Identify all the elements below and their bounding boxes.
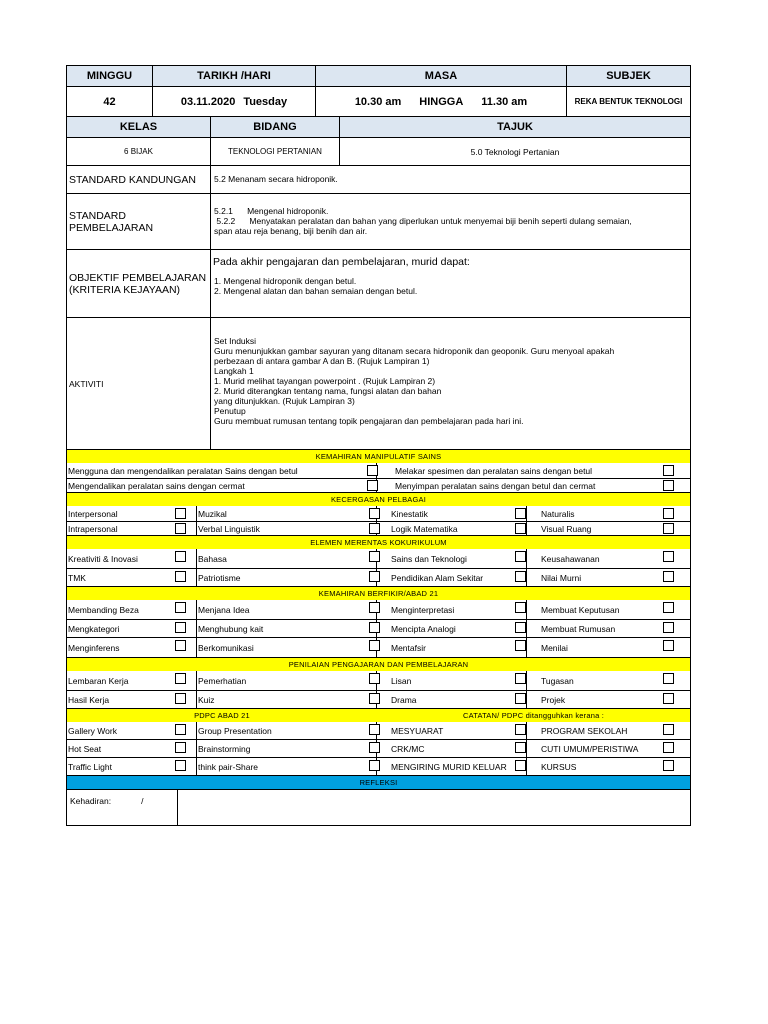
checkbox[interactable] (515, 760, 526, 771)
pdpc-title-right: CATATAN/ PDPC ditangguhkan kerana : (377, 709, 690, 722)
aktiviti-line: yang ditunjukkan. (Rujuk Lampiran 3) (214, 396, 355, 406)
sains-band (66, 450, 691, 463)
penilaian-label: Lembaran Kerja (68, 675, 129, 686)
pdpc-cell (197, 722, 377, 739)
checkbox[interactable] (515, 602, 526, 613)
berfikir-cell (67, 638, 197, 657)
merentas-cell (197, 569, 377, 586)
sp-line-2: 5.2.2 Menyatakan peralatan dan bahan yang diperlukan untuk menyemai biji benih seperti dulang semaian, (214, 216, 632, 226)
penilaian-row-1 (66, 671, 691, 691)
pdpc-cell (527, 722, 690, 739)
pelbagai-label: Visual Ruang (541, 523, 592, 534)
merentas-label: Nilai Murni (541, 572, 582, 583)
berfikir-cell (197, 638, 377, 657)
berfikir-title: KEMAHIRAN BERFIKIR/ABAD 21 (67, 587, 690, 600)
tajuk-value: 5.0 Teknologi Pertanian (470, 146, 560, 157)
berfikir-label: Menjana Idea (198, 604, 250, 615)
penilaian-cell (527, 691, 690, 708)
penilaian-cell (527, 671, 690, 690)
checkbox[interactable] (175, 622, 186, 633)
objektif-item-1: 1. Mengenal hidroponik dengan betul. (214, 276, 357, 286)
kehadiran-cell (67, 790, 178, 825)
sains-item-1b (377, 463, 690, 478)
pelbagai-cell (67, 506, 197, 521)
pdpc-cell (67, 740, 197, 757)
penilaian-cell (377, 691, 527, 708)
berfikir-label: Mencipta Analogi (391, 623, 456, 634)
penilaian-cell (377, 671, 527, 690)
checkbox[interactable] (175, 551, 186, 562)
merentas-cell (377, 569, 527, 586)
checkbox[interactable] (663, 640, 674, 651)
tarikh-value: 03.11.2020 (180, 95, 236, 108)
berfikir-cell (377, 638, 527, 657)
berfikir-row-3 (66, 638, 691, 658)
pelbagai-label: Interpersonal (68, 508, 118, 519)
header-label-row (66, 65, 691, 87)
sp-line-3: span atau reja benang, biji benih dan air. (214, 226, 368, 236)
checkbox[interactable] (175, 760, 186, 771)
pdpc-cell (67, 758, 197, 775)
sains-item-2b (377, 479, 690, 492)
checkbox[interactable] (515, 640, 526, 651)
kelas-value-row (66, 138, 691, 166)
checkbox[interactable] (515, 523, 526, 534)
sains-label-2a: Mengendalikan peralatan sains dengan cermat (68, 480, 245, 491)
pdpc-cell (377, 758, 527, 775)
kelas-label: KELAS (67, 117, 211, 137)
pelbagai-row-1 (66, 506, 691, 522)
checkbox[interactable] (515, 571, 526, 582)
bidang-value: TEKNOLOGI PERTANIAN (211, 138, 340, 165)
minggu-value: 42 (67, 87, 153, 116)
penilaian-band (66, 658, 691, 671)
merentas-title: ELEMEN MERENTAS KOKURIKULUM (67, 536, 690, 549)
berfikir-row-2 (66, 620, 691, 638)
standard-pembelajaran-label: STANDARD PEMBELAJARAN (67, 194, 211, 249)
checkbox[interactable] (663, 622, 674, 633)
sains-row-2 (66, 479, 691, 493)
kehadiran-label: Kehadiran: (70, 796, 112, 806)
pdpc-label: Group Presentation (198, 725, 272, 736)
berfikir-cell (197, 600, 377, 619)
berfikir-label: Membanding Beza (68, 604, 139, 615)
pdpc-label: MENGIRING MURID KELUAR (391, 761, 507, 772)
pdpc-cell (67, 722, 197, 739)
pelbagai-label: Muzikal (198, 508, 227, 519)
checkbox[interactable] (515, 508, 526, 519)
berfikir-cell (527, 620, 690, 637)
pelbagai-cell (377, 522, 527, 535)
objektif-cell (211, 250, 690, 317)
objektif-label-cell (67, 250, 211, 317)
objektif-label-2: (KRITERIA KEJAYAAN) (69, 283, 181, 296)
sains-row-1 (66, 463, 691, 479)
pdpc-cell (527, 740, 690, 757)
penilaian-cell (67, 671, 197, 690)
merentas-label: Keusahawanan (541, 553, 600, 564)
pelbagai-label: Verbal Linguistik (198, 523, 260, 534)
berfikir-label: Berkomunikasi (198, 642, 254, 653)
checkbox[interactable] (515, 693, 526, 704)
aktiviti-cell (211, 318, 690, 449)
refleksi-row (66, 790, 691, 826)
pdpc-label: CRK/MC (391, 743, 425, 754)
refleksi-band (66, 776, 691, 790)
standard-kandungan-label: STANDARD KANDUNGAN (67, 166, 211, 193)
penilaian-label: Pemerhatian (198, 675, 247, 686)
checkbox[interactable] (515, 622, 526, 633)
subjek-label: SUBJEK (567, 66, 690, 86)
masa-cell (316, 87, 567, 116)
checkbox[interactable] (663, 465, 674, 476)
pelbagai-cell (197, 506, 377, 521)
penilaian-label: Tugasan (541, 675, 574, 686)
checkbox[interactable] (175, 523, 186, 534)
kehadiran-slash: / (141, 796, 144, 806)
berfikir-label: Menilai (541, 642, 568, 653)
hingga-label: HINGGA (419, 95, 464, 108)
sains-label-1b: Melakar spesimen dan peralatan sains dengan betul (395, 465, 593, 476)
merentas-label: Pendidikan Alam Sekitar (391, 572, 484, 583)
penilaian-row-2 (66, 691, 691, 709)
berfikir-label: Menginferens (68, 642, 120, 653)
merentas-label: Kreativiti & Inovasi (68, 553, 138, 564)
checkbox[interactable] (175, 673, 186, 684)
penilaian-cell (197, 691, 377, 708)
berfikir-cell (67, 600, 197, 619)
checkbox[interactable] (663, 673, 674, 684)
berfikir-label: Mentafsir (391, 642, 426, 653)
penilaian-cell (197, 671, 377, 690)
pdpc-label: think pair-Share (198, 761, 259, 772)
sains-label-2b: Menyimpan peralatan sains dengan betul dan cermat (395, 480, 596, 491)
pdpc-label: Hot Seat (68, 743, 102, 754)
pdpc-cell (377, 722, 527, 739)
sp-line-1: 5.2.1 Mengenal hidroponik. (214, 206, 329, 216)
checkbox[interactable] (515, 551, 526, 562)
pdpc-cell (197, 740, 377, 757)
pelbagai-cell (197, 522, 377, 535)
merentas-cell (67, 569, 197, 586)
aktiviti-label: AKTIVITI (67, 318, 211, 449)
aktiviti-line: Set Induksi (214, 336, 257, 346)
aktiviti-line: Langkah 1 (214, 366, 254, 376)
checkbox[interactable] (663, 551, 674, 562)
checkbox[interactable] (663, 602, 674, 613)
pdpc-label: MESYUARAT (391, 725, 444, 736)
standard-kandungan-row (66, 166, 691, 194)
pelbagai-label: Naturalis (541, 508, 575, 519)
merentas-band (66, 536, 691, 549)
sains-item-1a (67, 463, 377, 478)
pdpc-row-1 (66, 722, 691, 740)
standard-pembelajaran-cell (211, 194, 690, 249)
berfikir-cell (67, 620, 197, 637)
aktiviti-line: Guru menunjukkan gambar sayuran yang ditanam secara hidroponik dan geoponik. Guru menyoal apakah (214, 346, 615, 356)
berfikir-cell (527, 638, 690, 657)
sains-item-2a (67, 479, 377, 492)
pdpc-label: CUTI UMUM/PERISTIWA (541, 743, 639, 754)
pdpc-row-2 (66, 740, 691, 758)
pelbagai-label: Kinestatik (391, 508, 428, 519)
pdpc-label: PROGRAM SEKOLAH (541, 725, 628, 736)
checkbox[interactable] (515, 742, 526, 753)
checkbox[interactable] (663, 523, 674, 534)
penilaian-label: Projek (541, 694, 566, 705)
merentas-label: Patriotisme (198, 572, 241, 583)
pdpc-label: Gallery Work (68, 725, 117, 736)
checkbox[interactable] (175, 693, 186, 704)
checkbox[interactable] (663, 571, 674, 582)
merentas-label: Sains dan Teknologi (391, 553, 467, 564)
berfikir-cell (527, 600, 690, 619)
sains-label-1a: Mengguna dan mengendalikan peralatan Sains dengan betul (68, 465, 298, 476)
tarikh-label: TARIKH /HARI (153, 66, 316, 86)
berfikir-label: Menginterpretasi (391, 604, 455, 615)
hari-value: Tuesday (243, 95, 288, 108)
pelbagai-label: Logik Matematika (391, 523, 458, 534)
checkbox[interactable] (175, 602, 186, 613)
penilaian-label: Lisan (391, 675, 412, 686)
checkbox[interactable] (663, 760, 674, 771)
pdpc-label: Brainstorming (198, 743, 251, 754)
merentas-cell (377, 549, 527, 568)
kelas-value: 6 BIJAK (67, 138, 211, 165)
header-value-row (66, 87, 691, 117)
aktiviti-line: Guru membuat rumusan tentang topik pengajaran dan pembelajaran pada hari ini. (214, 416, 524, 426)
penilaian-label: Hasil Kerja (68, 694, 110, 705)
berfikir-label: Membuat Keputusan (541, 604, 620, 615)
aktiviti-row (66, 318, 691, 450)
checkbox[interactable] (663, 480, 674, 491)
berfikir-cell (377, 620, 527, 637)
checkbox[interactable] (175, 571, 186, 582)
objektif-item-2: 2. Mengenal alatan dan bahan semaian dengan betul. (214, 286, 418, 296)
masa-label: MASA (316, 66, 567, 86)
merentas-label: Bahasa (198, 553, 227, 564)
aktiviti-line: 2. Murid diterangkan tentang nama, fungsi alatan dan bahan (214, 386, 442, 396)
pelbagai-band (66, 493, 691, 506)
merentas-cell (527, 549, 690, 568)
masa-tamat: 11.30 am (481, 95, 528, 108)
berfikir-cell (197, 620, 377, 637)
merentas-cell (67, 549, 197, 568)
pelbagai-cell (377, 506, 527, 521)
pdpc-band (66, 709, 691, 722)
tajuk-label: TAJUK (340, 117, 690, 137)
pelbagai-label: Intrapersonal (68, 523, 118, 534)
pdpc-cell (377, 740, 527, 757)
refleksi-notes[interactable] (178, 790, 690, 825)
checkbox[interactable] (515, 724, 526, 735)
aktiviti-line: 1. Murid melihat tayangan powerpoint . (Rujuk Lampiran 2) (214, 376, 436, 386)
berfikir-row-1 (66, 600, 691, 620)
merentas-row-2 (66, 569, 691, 587)
subjek-value: REKA BENTUK TEKNOLOGI (574, 97, 683, 106)
pelbagai-row-2 (66, 522, 691, 536)
berfikir-label: Mengkategori (68, 623, 120, 634)
merentas-cell (527, 569, 690, 586)
pdpc-cell (527, 758, 690, 775)
pelbagai-cell (527, 506, 690, 521)
pdpc-label: KURSUS (541, 761, 577, 772)
checkbox[interactable] (663, 742, 674, 753)
penilaian-title: PENILAIAN PENGAJARAN DAN PEMBELAJARAN (67, 658, 690, 671)
pdpc-title-left: PDPC ABAD 21 (67, 709, 377, 722)
standard-kandungan-text: 5.2 Menanam secara hidroponik. (214, 174, 338, 184)
checkbox[interactable] (663, 693, 674, 704)
checkbox[interactable] (663, 508, 674, 519)
aktiviti-line: perbezaan di antara gambar A dan B. (Rujuk Lampiran 1) (214, 356, 430, 366)
berfikir-label: Membuat Rumusan (541, 623, 616, 634)
refleksi-title: REFLEKSI (67, 776, 690, 789)
standard-pembelajaran-row (66, 194, 691, 250)
objektif-label-1: OBJEKTIF PEMBELAJARAN (69, 271, 207, 284)
checkbox[interactable] (663, 724, 674, 735)
pelbagai-cell (67, 522, 197, 535)
pelbagai-title: KECERGASAN PELBAGAI (67, 493, 690, 506)
objektif-row (66, 250, 691, 318)
bidang-label: BIDANG (211, 117, 340, 137)
kelas-label-row (66, 117, 691, 138)
penilaian-label: Drama (391, 694, 417, 705)
masa-mula: 10.30 am (354, 95, 402, 108)
pdpc-row-3 (66, 758, 691, 776)
tarikh-cell (153, 87, 316, 116)
lesson-plan-sheet (66, 65, 691, 826)
pdpc-label: Traffic Light (68, 761, 112, 772)
merentas-label: TMK (68, 572, 86, 583)
berfikir-band (66, 587, 691, 600)
pdpc-cell (197, 758, 377, 775)
objektif-intro: Pada akhir pengajaran dan pembelajaran, murid dapat: (213, 256, 470, 268)
checkbox[interactable] (175, 640, 186, 651)
penilaian-label: Kuiz (198, 694, 215, 705)
pelbagai-cell (527, 522, 690, 535)
merentas-row-1 (66, 549, 691, 569)
checkbox[interactable] (175, 742, 186, 753)
checkbox[interactable] (515, 673, 526, 684)
standard-kandungan-cell (211, 166, 690, 193)
berfikir-cell (377, 600, 527, 619)
sains-title: KEMAHIRAN MANIPULATIF SAINS (67, 450, 690, 463)
berfikir-label: Menghubung kait (198, 623, 264, 634)
aktiviti-line: Penutup (214, 406, 246, 416)
merentas-cell (197, 549, 377, 568)
penilaian-cell (67, 691, 197, 708)
checkbox[interactable] (175, 724, 186, 735)
minggu-label: MINGGU (67, 66, 153, 86)
checkbox[interactable] (175, 508, 186, 519)
